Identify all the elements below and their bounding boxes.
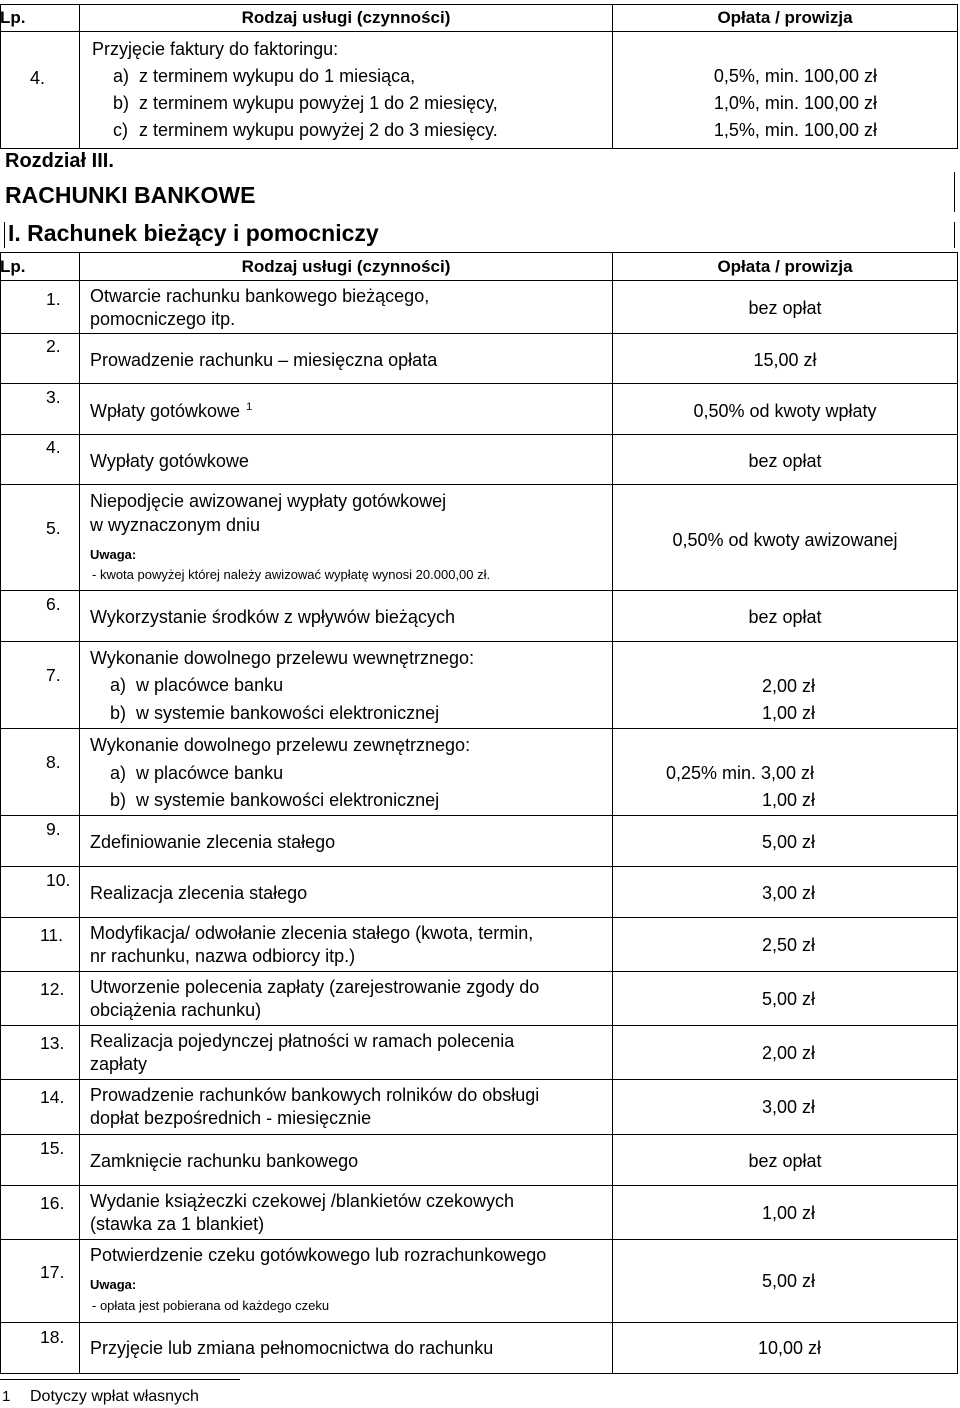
footnote-number: 1 bbox=[2, 1388, 11, 1405]
item-fee: 1,0%, min. 100,00 zł bbox=[713, 93, 877, 113]
row-text: Wydanie książeczki czekowej /blankietów czekowych bbox=[90, 1191, 515, 1211]
row-fee: 3,00 zł bbox=[761, 1097, 815, 1117]
row-lp: 9. bbox=[46, 819, 61, 839]
row-lp: 13. bbox=[40, 1033, 65, 1053]
item-marker: a) bbox=[110, 763, 127, 783]
item-fee: 1,5%, min. 100,00 zł bbox=[713, 120, 877, 140]
item-text: w systemie bankowości elektronicznej bbox=[136, 703, 440, 723]
row-lp: 1. bbox=[46, 289, 61, 309]
row-text: Niepodjęcie awizowanej wypłaty gotówkowej bbox=[90, 491, 447, 511]
row-text: obciążenia rachunku) bbox=[90, 1000, 262, 1020]
column-header-fee: Opłata / prowizja bbox=[717, 257, 853, 276]
item-marker: c) bbox=[113, 120, 128, 140]
row-fee: 5,00 zł bbox=[761, 1271, 815, 1291]
row-title: Przyjęcie faktury do faktoringu: bbox=[92, 39, 339, 59]
column-header-service: Rodzaj usługi (czynności) bbox=[241, 8, 451, 27]
row-lp: 17. bbox=[40, 1262, 65, 1282]
row-lp: 10. bbox=[46, 870, 71, 890]
chapter-number: Rozdział III. bbox=[5, 150, 114, 172]
row-title: Wykonanie dowolnego przelewu wewnętrznego: bbox=[90, 648, 475, 668]
item-text: w placówce banku bbox=[136, 675, 284, 695]
row-fee: 2,50 zł bbox=[761, 935, 815, 955]
row-lp: 6. bbox=[46, 594, 61, 614]
item-fee: 0,25% min. 3,00 zł bbox=[665, 763, 815, 783]
row-fee: 0,50% od kwoty wpłaty bbox=[693, 401, 877, 421]
note-text: - kwota powyżej której należy awizować wypłatę wynosi 20.000,00 zł. bbox=[92, 567, 491, 582]
row-fee: bez opłat bbox=[748, 1151, 822, 1171]
row-text: (stawka za 1 blankiet) bbox=[90, 1214, 265, 1234]
item-marker: a) bbox=[110, 675, 127, 695]
row-fee: 1,00 zł bbox=[761, 1203, 815, 1223]
note-label: Uwaga: bbox=[90, 547, 137, 562]
item-fee: 1,00 zł bbox=[761, 703, 815, 723]
row-lp: 4. bbox=[30, 68, 46, 88]
row-fee: bez opłat bbox=[748, 607, 822, 627]
row-text: Wpłaty gotówkowe bbox=[90, 401, 241, 421]
row-lp: 18. bbox=[40, 1327, 65, 1347]
row-fee: bez opłat bbox=[748, 451, 822, 471]
row-text: Realizacja pojedynczej płatności w ramach polecenia bbox=[90, 1031, 515, 1051]
row-lp: 15. bbox=[40, 1138, 65, 1158]
section-title: I. Rachunek bieżący i pomocniczy bbox=[8, 220, 379, 246]
item-marker: b) bbox=[113, 93, 130, 113]
row-lp: 4. bbox=[46, 437, 61, 457]
row-fee: 10,00 zł bbox=[757, 1338, 821, 1358]
row-lp: 3. bbox=[46, 387, 61, 407]
row-fee: 5,00 zł bbox=[761, 989, 815, 1009]
row-text: Zdefiniowanie zlecenia stałego bbox=[90, 832, 336, 852]
item-marker: a) bbox=[113, 66, 130, 86]
row-text: zapłaty bbox=[90, 1054, 148, 1074]
row-fee: 2,00 zł bbox=[761, 1043, 815, 1063]
item-text: z terminem wykupu powyżej 2 do 3 miesięcy. bbox=[139, 120, 498, 140]
row-text: Prowadzenie rachunków bankowych rolników do obsługi bbox=[90, 1085, 540, 1105]
row-fee: 5,00 zł bbox=[761, 832, 815, 852]
row-fee: 0,50% od kwoty awizowanej bbox=[672, 530, 898, 550]
row-text: Realizacja zlecenia stałego bbox=[90, 883, 308, 903]
row-text: dopłat bezpośrednich - miesięcznie bbox=[90, 1108, 372, 1128]
row-title: Wykonanie dowolnego przelewu zewnętrznego: bbox=[90, 735, 471, 755]
row-lp: 7. bbox=[46, 665, 61, 685]
note-text: - opłata jest pobierana od każdego czeku bbox=[92, 1298, 330, 1313]
row-text: Potwierdzenie czeku gotówkowego lub rozrachunkowego bbox=[90, 1245, 547, 1265]
footnote-text: Dotyczy wpłat własnych bbox=[30, 1388, 199, 1405]
row-text: Prowadzenie rachunku – miesięczna opłata bbox=[90, 350, 438, 370]
row-lp: 5. bbox=[46, 518, 61, 538]
row-fee: bez opłat bbox=[748, 298, 822, 318]
row-text: pomocniczego itp. bbox=[90, 309, 236, 329]
footnote-ref: 1 bbox=[246, 401, 253, 413]
row-text: Zamknięcie rachunku bankowego bbox=[90, 1151, 359, 1171]
column-header-service: Rodzaj usługi (czynności) bbox=[241, 257, 451, 276]
column-header-lp: Lp. bbox=[0, 257, 26, 276]
row-lp: 16. bbox=[40, 1193, 65, 1213]
item-text: w placówce banku bbox=[136, 763, 284, 783]
row-lp: 11. bbox=[40, 925, 64, 945]
row-text: Przyjęcie lub zmiana pełnomocnictwa do rachunku bbox=[90, 1338, 494, 1358]
row-text: Wykorzystanie środków z wpływów bieżących bbox=[90, 607, 455, 627]
row-text: w wyznaczonym dniu bbox=[90, 515, 261, 535]
item-marker: b) bbox=[110, 790, 127, 810]
item-fee: 2,00 zł bbox=[761, 676, 815, 696]
row-lp: 14. bbox=[40, 1087, 65, 1107]
column-header-fee: Opłata / prowizja bbox=[717, 8, 853, 27]
item-text: z terminem wykupu powyżej 1 do 2 miesięcy, bbox=[139, 93, 498, 113]
row-text: Otwarcie rachunku bankowego bieżącego, bbox=[90, 286, 430, 306]
row-lp: 12. bbox=[40, 979, 65, 999]
item-text: w systemie bankowości elektronicznej bbox=[136, 790, 440, 810]
row-fee: 15,00 zł bbox=[753, 350, 817, 370]
item-text: z terminem wykupu do 1 miesiąca, bbox=[139, 66, 416, 86]
note-label: Uwaga: bbox=[90, 1277, 137, 1292]
row-text: Wypłaty gotówkowe bbox=[90, 451, 249, 471]
row-lp: 2. bbox=[46, 336, 61, 356]
column-header-lp: Lp. bbox=[0, 8, 26, 27]
row-text: nr rachunku, nazwa odbiorcy itp.) bbox=[90, 946, 356, 966]
chapter-title: RACHUNKI BANKOWE bbox=[5, 182, 256, 208]
row-fee: 3,00 zł bbox=[761, 883, 815, 903]
item-marker: b) bbox=[110, 703, 127, 723]
row-lp: 8. bbox=[46, 752, 61, 772]
row-text: Utworzenie polecenia zapłaty (zarejestrowanie zgody do bbox=[90, 977, 540, 997]
item-fee: 0,5%, min. 100,00 zł bbox=[713, 66, 877, 86]
row-text: Modyfikacja/ odwołanie zlecenia stałego (kwota, termin, bbox=[90, 923, 534, 943]
item-fee: 1,00 zł bbox=[761, 790, 815, 810]
